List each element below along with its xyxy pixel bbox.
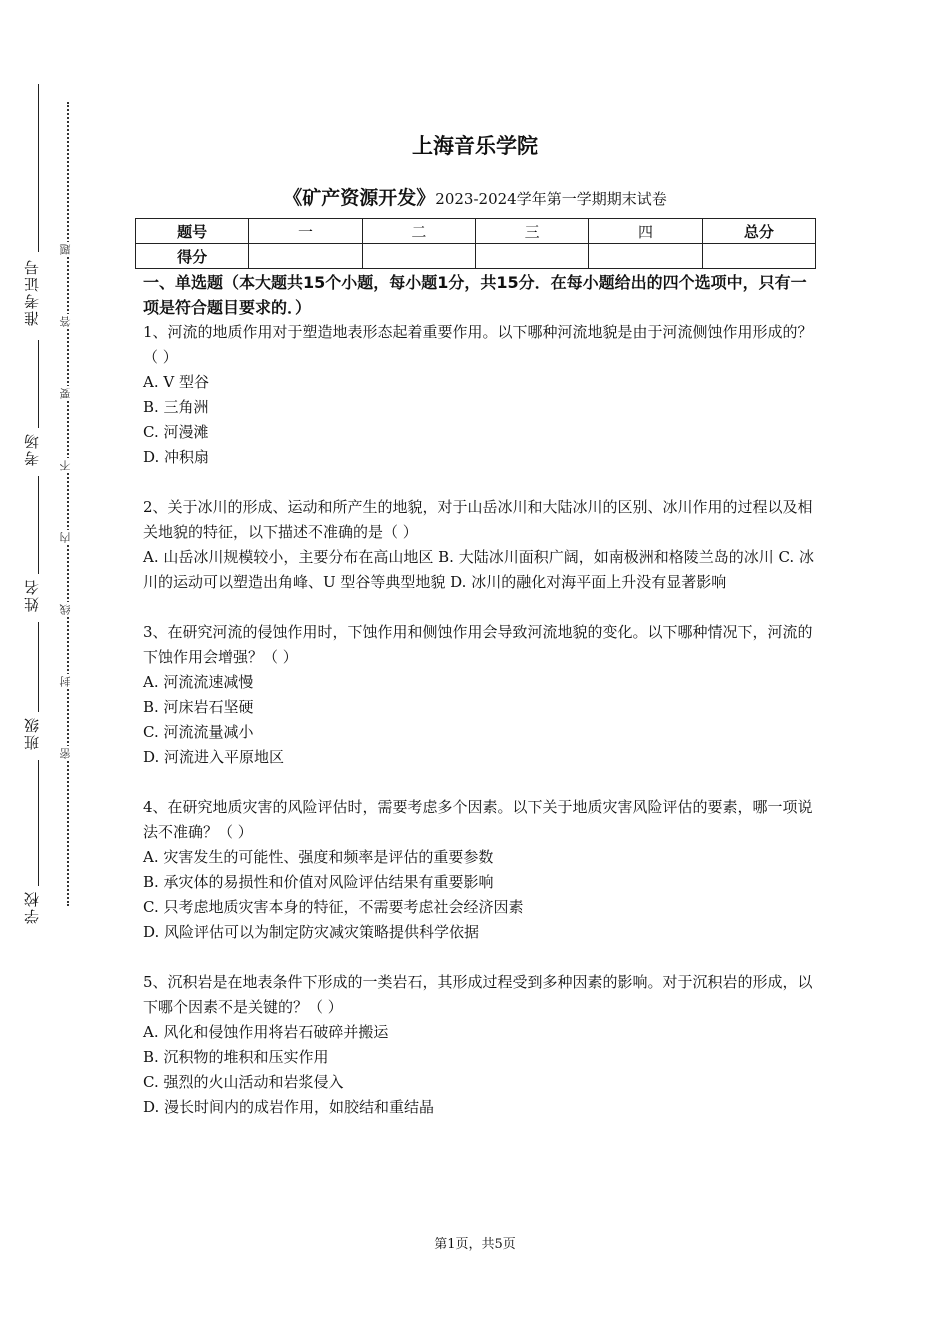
question-option[interactable]: C. 强烈的火山活动和岩浆侵入 [143, 1073, 344, 1091]
class-field[interactable] [18, 716, 46, 750]
seal-char: 题 [59, 244, 72, 255]
question-option[interactable]: D. 冲积扇 [143, 448, 210, 466]
question-stem: 5、沉积岩是在地表条件下形成的一类岩石，其形成过程受到多种因素的影响。对于沉积岩的形成，以下哪个因素不是关键的？（ ） [143, 973, 813, 1016]
seal-dotted-line [67, 102, 69, 906]
score-input-cell[interactable] [249, 244, 362, 269]
question-option[interactable]: D. 河流进入平原地区 [143, 748, 285, 766]
seal-char: 密 [59, 748, 72, 759]
score-input-cell[interactable] [702, 244, 815, 269]
page-footer: 第1页，共5页 [434, 1237, 516, 1252]
binding-line [38, 622, 39, 712]
question-option[interactable]: C. 只考虑地质灾害本身的特征，不需要考虑社会经济因素 [143, 898, 524, 916]
exam-number-label: 准考证号 [22, 258, 41, 326]
exam-room-field[interactable] [18, 432, 46, 466]
question [143, 795, 821, 945]
seal-char: 内 [59, 532, 72, 543]
score-table-header-row [136, 219, 816, 244]
question [143, 495, 821, 595]
question-option[interactable]: B. 三角洲 [143, 398, 209, 416]
name-field[interactable] [18, 578, 46, 612]
question-option[interactable]: D. 风险评估可以为制定防灾减灾策略提供科学依据 [143, 923, 480, 941]
seal-char: 线 [59, 604, 72, 615]
exam-term: 2023-2024学年第一学期期末试卷 [435, 190, 667, 208]
score-header-cell: 二 [362, 219, 475, 244]
class-label: 班级 [22, 716, 41, 750]
question-stem: 4、在研究地质灾害的风险评估时，需要考虑多个因素。以下关于地质灾害风险评估的要素，哪一项说法不准确？（ ） [143, 798, 813, 841]
question-option[interactable]: C. 河流流量减小 [143, 723, 254, 741]
question-option[interactable]: A. 河流流速减慢 [143, 673, 254, 691]
question-option[interactable]: A. V 型谷 [143, 373, 209, 391]
question [143, 620, 821, 770]
question-option[interactable]: B. 沉积物的堆积和压实作用 [143, 1048, 329, 1066]
school-field[interactable] [18, 890, 46, 924]
score-header-cell: 三 [475, 219, 588, 244]
question-option[interactable]: D. 漫长时间内的成岩作用，如胶结和重结晶 [143, 1098, 435, 1116]
question-option[interactable]: B. 河床岩石坚硬 [143, 698, 254, 716]
score-row-label: 得分 [136, 244, 249, 269]
score-header-cell: 四 [589, 219, 702, 244]
binding-line [38, 476, 39, 574]
score-header-cell: 一 [249, 219, 362, 244]
exam-content [143, 270, 821, 1145]
seal-char: 封 [59, 676, 72, 687]
score-header-cell: 总分 [702, 219, 815, 244]
score-input-cell[interactable] [362, 244, 475, 269]
score-table-score-row [136, 244, 816, 269]
binding-line [38, 760, 39, 886]
school-label: 学校 [22, 890, 41, 924]
question-option[interactable]: B. 承灾体的易损性和价值对风险评估结果有重要影响 [143, 873, 494, 891]
score-input-cell[interactable] [475, 244, 588, 269]
question-option[interactable]: C. 河漫滩 [143, 423, 209, 441]
score-input-cell[interactable] [589, 244, 702, 269]
name-label: 姓名 [22, 578, 41, 612]
question-stem: 3、在研究河流的侵蚀作用时，下蚀作用和侧蚀作用会导致河流地貌的变化。以下哪种情况下，河流的下蚀作用会增强？（ ） [143, 623, 813, 666]
exam-title [0, 183, 950, 210]
question [143, 320, 821, 470]
seal-char: 答 [59, 316, 72, 327]
seal-char: 要 [59, 388, 72, 399]
course-name: 《矿产资源开发》 [283, 187, 436, 209]
binding-line [38, 340, 39, 428]
section-title: 一、单选题（本大题共15个小题，每小题1分，共15分．在每小题给出的四个选项中，只有一项是符合题目要求的．） [143, 273, 807, 317]
question-stem: 2、关于冰川的形成、运动和所产生的地貌，对于山岳冰川和大陆冰川的区别、冰川作用的过程以及相关地貌的特征，以下描述不准确的是（ ） [143, 498, 813, 541]
school-title: 上海音乐学院 [412, 134, 538, 158]
exam-number-field[interactable] [18, 258, 46, 326]
question-option[interactable]: A. 灾害发生的可能性、强度和频率是评估的重要参数 [143, 848, 494, 866]
score-header-cell: 题号 [136, 219, 249, 244]
question-option[interactable]: A. 风化和侵蚀作用将岩石破碎并搬运 [143, 1023, 389, 1041]
question [143, 970, 821, 1120]
exam-room-label: 考场 [22, 432, 41, 466]
question-stem: 1、河流的地质作用对于塑造地表形态起着重要作用。以下哪种河流地貌是由于河流侧蚀作用形成的？（ ） [143, 323, 813, 366]
seal-char: 不 [59, 460, 72, 471]
question-options-inline[interactable]: A. 山岳冰川规模较小，主要分布在高山地区 B. 大陆冰川面积广阔，如南极洲和格陵兰岛的冰川 C. 冰川的运动可以塑造出角峰、U 型谷等典型地貌 D. 冰川的融化对海平面上升没有显著影响 [143, 548, 814, 591]
binding-line [38, 84, 39, 252]
score-table [135, 218, 816, 269]
